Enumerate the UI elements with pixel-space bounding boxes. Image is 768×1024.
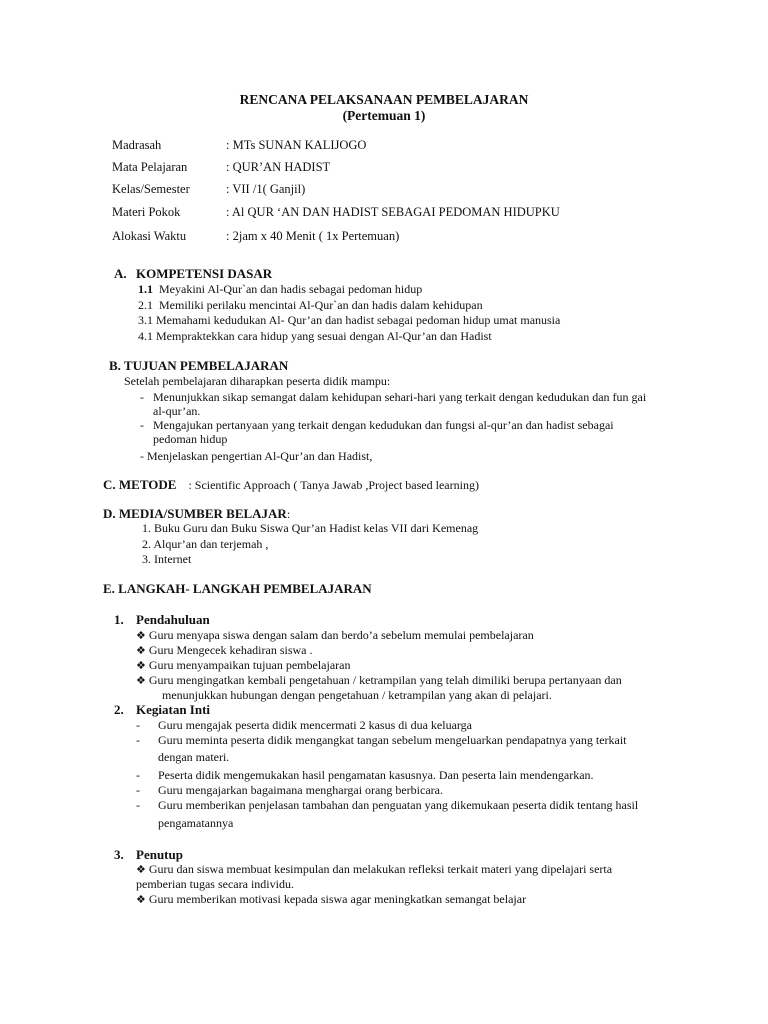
inti-item: Guru mengajak peserta didik mencermati 2 kasus di dua keluarga [158, 718, 473, 732]
inti-title: Kegiatan Inti [136, 702, 211, 717]
media-item: 3. Internet [142, 552, 192, 566]
pendahuluan-continuation: menunjukkan hubungan dengan pengetahuan / ketrampilan yang akan di pelajari. [162, 688, 552, 702]
info-label: Alokasi Waktu [112, 229, 187, 243]
penutup-item [136, 862, 612, 877]
inti-dash: - [136, 768, 140, 782]
tujuan-item-last: - Menjelaskan pengertian Al-Qur’an dan Hadist, [140, 449, 373, 463]
kompetensi-heading-letter: A. [114, 266, 127, 281]
kompetensi-item-text: Memiliki perilaku mencintai Al-Qur`an dan hadis dalam kehidupan [159, 298, 483, 312]
pendahuluan-item-text: Guru menyapa siswa dengan salam dan berdo’a sebelum memulai pembelajaran [148, 628, 534, 642]
pendahuluan-item [136, 673, 622, 688]
kompetensi-item-number: 1.1 [138, 282, 153, 296]
tujuan-intro: Setelah pembelajaran diharapkan peserta didik mampu: [124, 374, 391, 388]
pendahuluan-item [136, 643, 313, 658]
tujuan-bullet: - [140, 418, 144, 432]
pendahuluan-number: 1. [114, 612, 124, 627]
kompetensi-item: 3.1 Memahami kedudukan Al- Qur’an dan hadist sebagai pedoman hidup umat manusia [138, 313, 561, 327]
penutup-item [136, 892, 526, 907]
pendahuluan-item-text: Guru Mengecek kehadiran siswa . [148, 643, 313, 657]
tujuan-item-line: al-qur’an. [153, 404, 201, 418]
info-value: : Al QUR ‘AN DAN HADIST SEBAGAI PEDOMAN HIDUPKU [226, 205, 560, 219]
media-item: 2. Alqur’an dan terjemah , [142, 537, 269, 551]
pendahuluan-item [136, 628, 534, 643]
media-heading-colon: : [286, 507, 291, 521]
diamond-bullet-icon: ❖ [136, 894, 146, 906]
inti-number: 2. [114, 702, 124, 717]
diamond-bullet-icon: ❖ [136, 660, 146, 672]
inti-item-continuation: dengan materi. [158, 750, 230, 764]
inti-item: Guru mengajarkan bagaimana menghargai orang berbicara. [158, 783, 443, 797]
info-label: Mata Pelajaran [112, 160, 188, 174]
tujuan-item-line: Mengajukan pertanyaan yang terkait dengan kedudukan dan fungsi al-qur’an dan hadist sebagai [153, 418, 614, 432]
tujuan-bullet: - [140, 390, 144, 404]
tujuan-heading: B. TUJUAN PEMBELAJARAN [109, 358, 289, 373]
metode-row [103, 476, 479, 494]
info-label: Kelas/Semester [112, 182, 190, 196]
kompetensi-heading: KOMPETENSI DASAR [136, 266, 273, 281]
diamond-bullet-icon: ❖ [136, 645, 146, 657]
diamond-bullet-icon: ❖ [136, 675, 146, 687]
tujuan-item-line: Menunjukkan sikap semangat dalam kehidupan sehari-hari yang terkait dengan kedudukan dan fun gai [153, 390, 647, 404]
metode-text: : Scientific Approach ( Tanya Jawab ,Project based learning) [188, 478, 479, 492]
penutup-item-text: Guru memberikan motivasi kepada siswa agar meningkatkan semangat belajar [148, 892, 527, 906]
inti-item: Guru memberikan penjelasan tambahan dan penguatan yang dikemukaan peserta didik tentang hasil [158, 798, 639, 812]
info-label: Materi Pokok [112, 205, 181, 219]
penutup-item-text: Guru dan siswa membuat kesimpulan dan melakukan refleksi terkait materi yang dipelajari serta [148, 862, 613, 876]
inti-dash: - [136, 718, 140, 732]
diamond-bullet-icon: ❖ [136, 630, 146, 642]
media-heading: D. MEDIA/SUMBER BELAJAR [103, 506, 287, 521]
diamond-bullet-icon: ❖ [136, 864, 146, 876]
inti-item: Guru meminta peserta didik mengangkat tangan sebelum mengeluarkan pendapatnya yang terkait [158, 733, 627, 747]
inti-dash: - [136, 798, 140, 812]
kompetensi-item [138, 298, 483, 313]
penutup-item-continuation: pemberian tugas secara individu. [136, 877, 294, 891]
kompetensi-item-text: Meyakini Al-Qur`an dan hadis sebagai pedoman hidup [159, 282, 423, 296]
info-label: Madrasah [112, 138, 162, 152]
info-value: : 2jam x 40 Menit ( 1x Pertemuan) [226, 229, 400, 243]
inti-item-continuation: pengamatannya [158, 816, 234, 830]
kompetensi-item [138, 282, 422, 297]
pendahuluan-title: Pendahuluan [136, 612, 210, 627]
info-value: : MTs SUNAN KALIJOGO [226, 138, 367, 152]
info-value: : QUR’AN HADIST [226, 160, 331, 174]
penutup-number: 3. [114, 847, 124, 862]
pendahuluan-item-text: Guru menyampaikan tujuan pembelajaran [148, 658, 351, 672]
tujuan-item-line: pedoman hidup [153, 432, 228, 446]
kompetensi-item: 4.1 Mempraktekkan cara hidup yang sesuai dengan Al-Qur’an dan Hadist [138, 329, 492, 343]
langkah-heading: E. LANGKAH- LANGKAH PEMBELAJARAN [103, 581, 372, 596]
pendahuluan-item-text: Guru mengingatkan kembali pengetahuan / ketrampilan yang telah dimiliki berupa pertanyaan dan [148, 673, 622, 687]
info-value: : VII /1( Ganjil) [226, 182, 306, 196]
pendahuluan-item [136, 658, 350, 673]
inti-dash: - [136, 783, 140, 797]
metode-label: C. METODE [103, 477, 177, 492]
document-title: RENCANA PELAKSANAAN PEMBELAJARAN [239, 92, 529, 107]
inti-dash: - [136, 733, 140, 747]
inti-item: Peserta didik mengemukakan hasil pengamatan kasusnya. Dan peserta lain mendengarkan. [158, 768, 594, 782]
penutup-title: Penutup [136, 847, 183, 862]
media-item: 1. Buku Guru dan Buku Siswa Qur’an Hadist kelas VII dari Kemenag [142, 521, 479, 535]
kompetensi-item-number: 2.1 [138, 298, 153, 312]
document-subtitle: (Pertemuan 1) [342, 108, 426, 123]
